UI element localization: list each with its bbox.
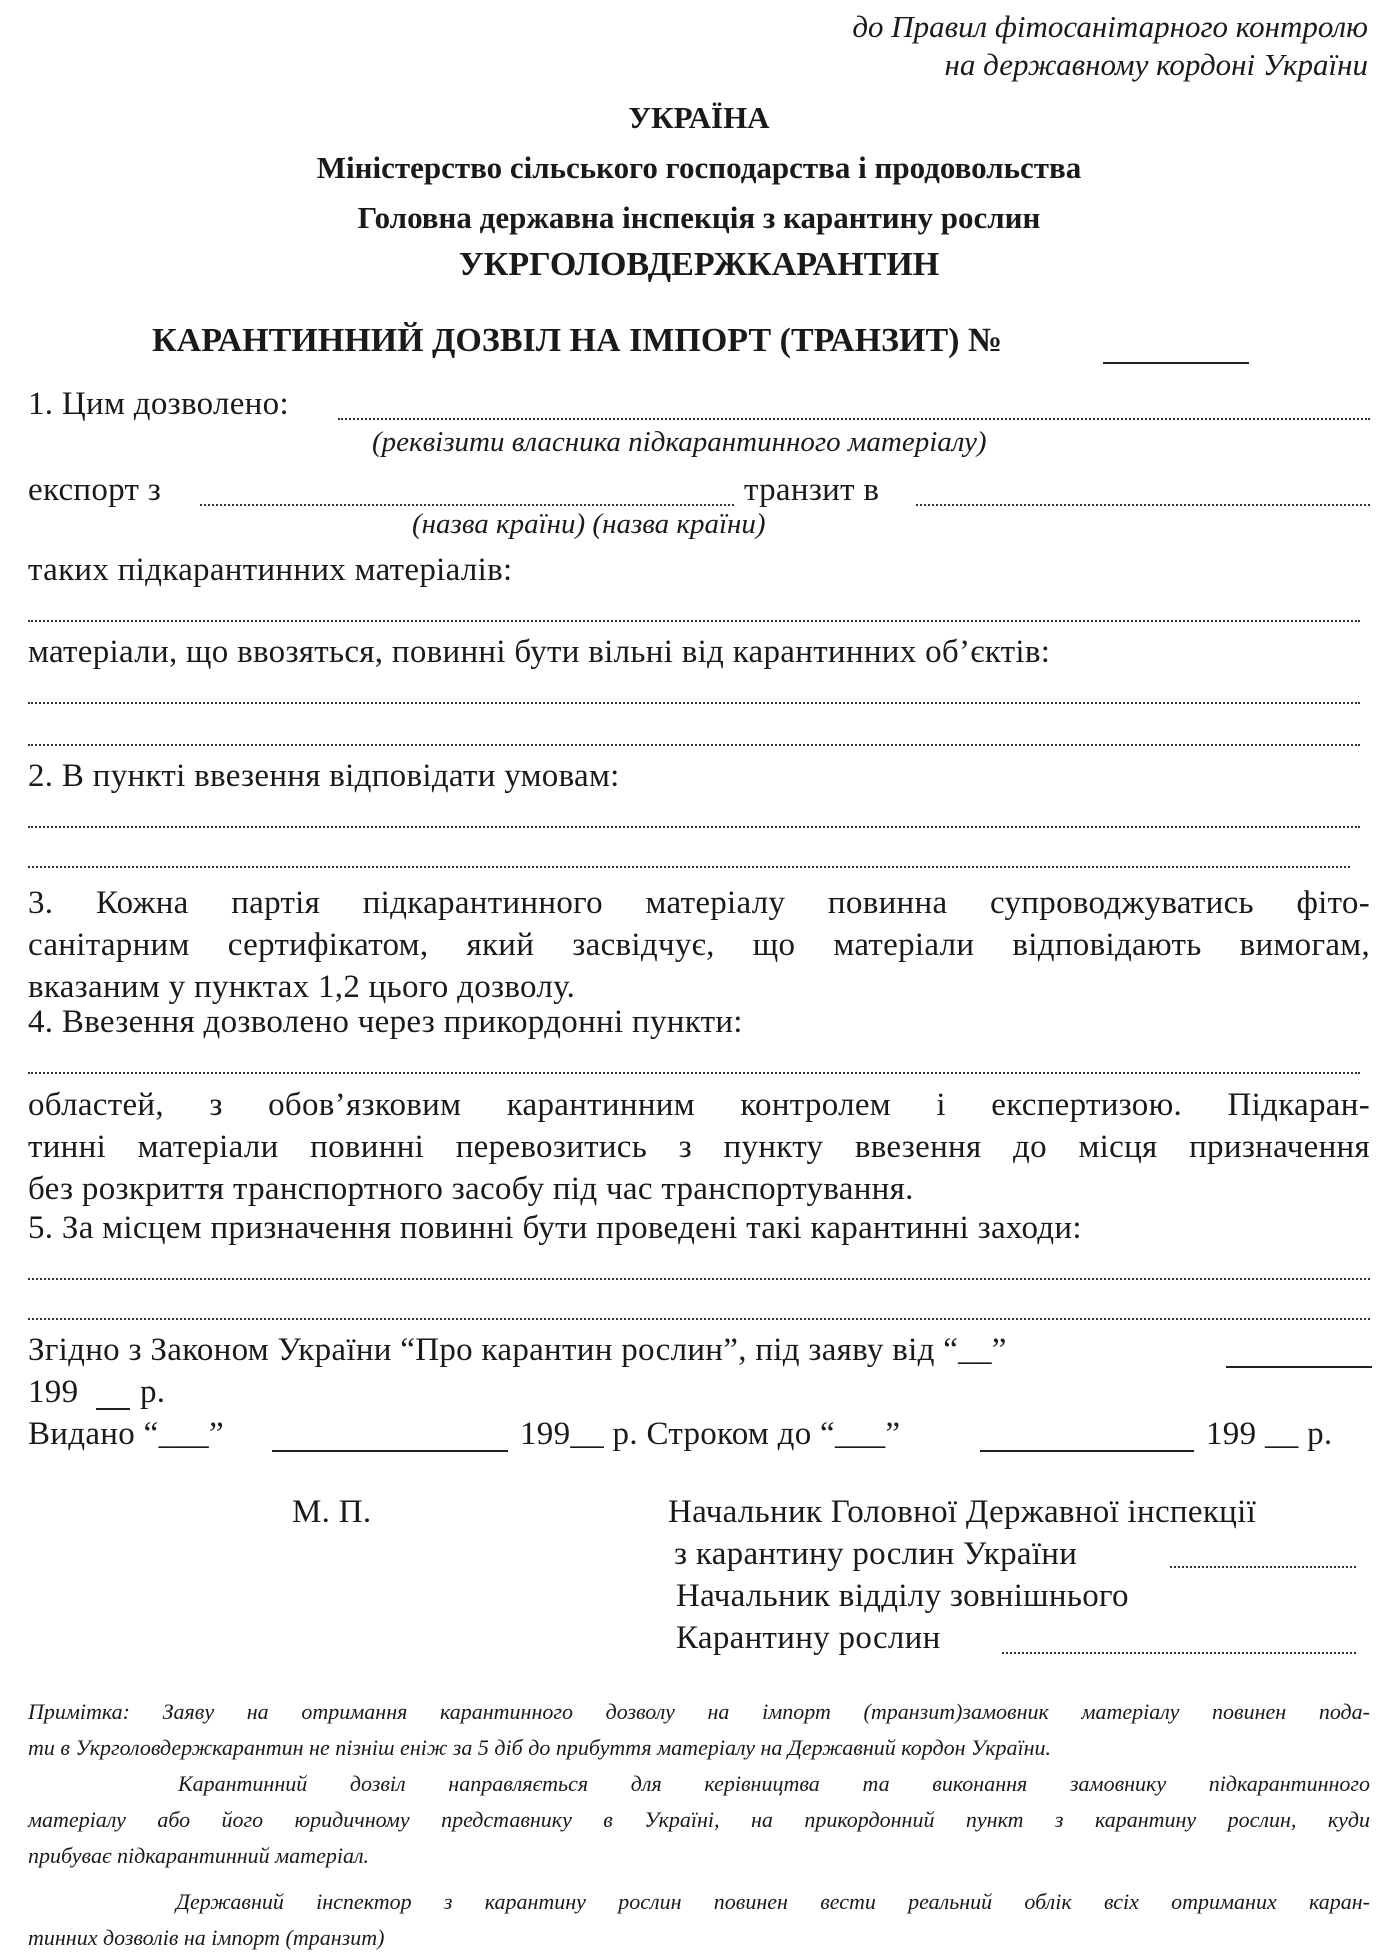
section5-label: 5. За місцем призначення повинні бути проведені такі карантинні заходи:: [28, 1210, 1082, 1246]
note-2-line-3: прибуває підкарантинний матеріал.: [28, 1843, 370, 1868]
header-country: УКРАЇНА: [628, 100, 770, 135]
annex-line-1: до Правил фітосанітарного контролю: [852, 9, 1368, 44]
section4-label: 4. Ввезення дозволено через прикордонні пункти:: [28, 1004, 743, 1040]
measures-field-2[interactable]: [28, 1318, 1370, 1320]
annex-reference: [852, 8, 1368, 84]
annex-line-2: на державному кордоні України: [944, 47, 1368, 82]
note-1-line-1: Примітка: Заяву на отримання карантинного дозволу на імпорт (транзит)замовник матеріалу повинен пода-: [28, 1699, 1370, 1724]
allowed-label: 1. Цим дозволено:: [28, 386, 289, 422]
application-date-field[interactable]: [1226, 1366, 1372, 1368]
section3-line-3: вказаним у пунктах 1,2 цього дозволу.: [28, 969, 576, 1005]
note-block: [28, 1694, 1370, 1956]
export-label: експорт з: [28, 472, 162, 508]
export-country-field[interactable]: [200, 504, 734, 506]
valid-until-year: 199 __ р.: [1206, 1416, 1333, 1452]
section4-line-1: областей, з обов’язковим карантинним контролем і експертизою. Підкаран-: [28, 1087, 1370, 1123]
chief-title-line-1: Начальник Головної Державної інспекції: [668, 1494, 1257, 1530]
note-3-line-2: тинних дозволів на імпорт (транзит): [28, 1925, 385, 1950]
materials-field[interactable]: [28, 620, 1360, 622]
country-hint: (назва країни) (назва країни): [412, 508, 766, 540]
law-line: Згідно з Законом України “Про карантин рослин”, під заяву від “__”: [28, 1332, 1007, 1368]
owner-field[interactable]: [338, 418, 1370, 420]
materials-label: таких підкарантинних матеріалів:: [28, 552, 513, 588]
law-year-suffix: р.: [140, 1374, 166, 1410]
owner-hint: (реквізити власника підкарантинного матеріалу): [372, 426, 987, 458]
dept-title-line-1: Начальник відділу зовнішнього: [676, 1578, 1129, 1614]
issued-label: Видано “___”: [28, 1416, 224, 1452]
section4-line-2: тинні матеріали повинні перевозитись з пункту ввезення до місця призначення: [28, 1129, 1370, 1165]
issued-month-field[interactable]: [272, 1450, 508, 1452]
note-2-line-2: матеріалу або його юридичному представнику в Україні, на прикордонний пункт з карантину рослин, куди: [28, 1807, 1370, 1832]
dept-signature-field[interactable]: [1002, 1652, 1356, 1654]
entry-conditions-field-2[interactable]: [28, 866, 1350, 868]
note-1-line-2: ти в Укрголовдержкарантин не пізніш еніж за 5 діб до прибуття матеріалу на Державний кордон України.: [28, 1735, 1052, 1760]
application-year-field[interactable]: [96, 1408, 130, 1410]
header-inspection: Головна державна інспекція з карантину рослин: [357, 200, 1041, 235]
section2-label: 2. В пункті ввезення відповідати умовам:: [28, 758, 620, 794]
transit-label: транзит в: [744, 472, 880, 508]
transit-country-field[interactable]: [916, 504, 1370, 506]
title-text: КАРАНТИННИЙ ДОЗВІЛ НА ІМПОРТ (ТРАНЗИТ) №: [152, 322, 1003, 359]
quarantine-objects-field-2[interactable]: [28, 744, 1360, 746]
measures-field-1[interactable]: [28, 1278, 1370, 1280]
chief-title-line-2: з карантину рослин України: [674, 1536, 1078, 1572]
note-2-line-1: Карантинний дозвіл направляється для керівництва та виконання замовнику підкарантинного: [178, 1771, 1370, 1796]
law-year-prefix: 199: [28, 1374, 79, 1410]
valid-until-label: 199__ р. Строком до “___”: [520, 1416, 901, 1452]
section3-line-1: 3. Кожна партія підкарантинного матеріалу повинна супроводжуватись фіто-: [28, 885, 1370, 921]
header-ministry: Міністерство сільського господарства і продовольства: [316, 150, 1082, 185]
permit-number-field[interactable]: [1103, 362, 1249, 364]
chief-signature-field[interactable]: [1170, 1566, 1356, 1568]
free-of-label: матеріали, що ввозяться, повинні бути вільні від карантинних об’єктів:: [28, 634, 1051, 670]
border-points-field[interactable]: [28, 1072, 1360, 1074]
seal-place: М. П.: [292, 1494, 372, 1530]
entry-conditions-field-1[interactable]: [28, 826, 1360, 828]
section3-text: [28, 882, 1370, 1008]
valid-until-month-field[interactable]: [980, 1450, 1194, 1452]
note-3-line-1: Державний інспектор з карантину рослин повинен вести реальний облік всіх отриманих каран-: [176, 1889, 1370, 1914]
section4-line-3: без розкриття транспортного засобу під час транспортування.: [28, 1171, 914, 1207]
section4-text: [28, 1084, 1370, 1210]
document-title: [152, 322, 1002, 360]
dept-title-line-2: Карантину рослин: [676, 1620, 941, 1656]
section3-line-2: санітарним сертифікатом, який засвідчує, що матеріали відповідають вимогам,: [28, 927, 1370, 963]
header-agency: УКРГОЛОВДЕРЖКАРАНТИН: [458, 246, 940, 283]
quarantine-objects-field-1[interactable]: [28, 702, 1360, 704]
